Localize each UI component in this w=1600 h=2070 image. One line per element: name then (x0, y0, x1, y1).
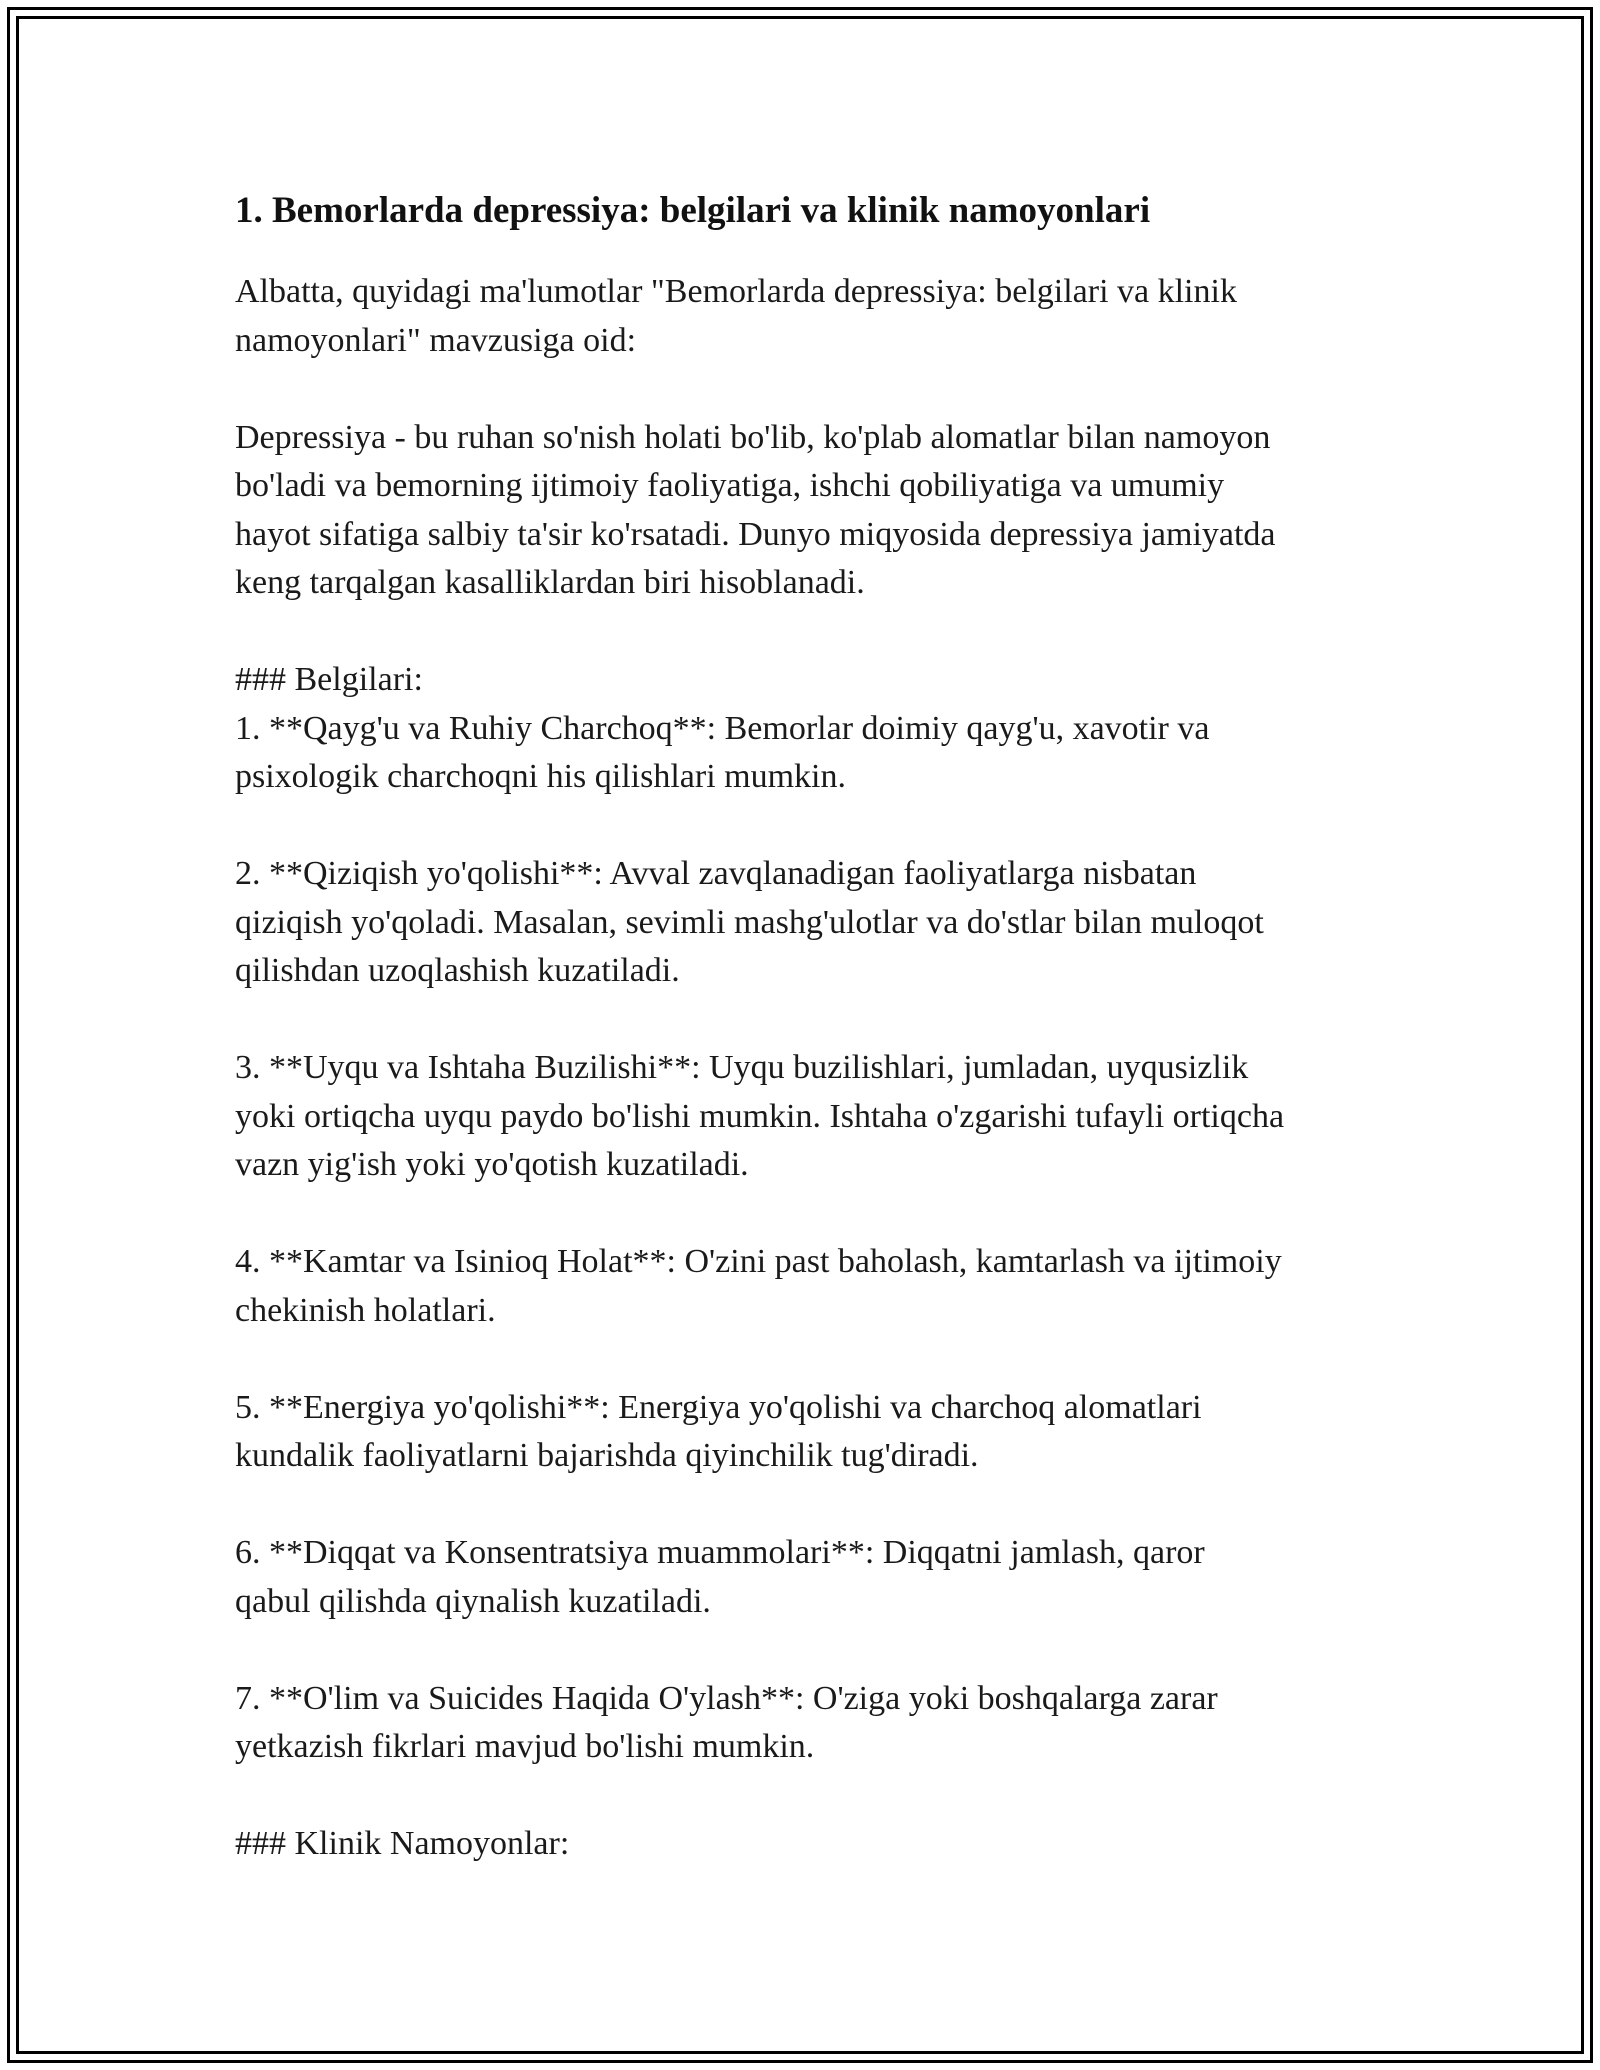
paragraph-gap (235, 608, 1375, 657)
paragraph-gap (235, 1626, 1375, 1675)
document-title: 1. Bemorlarda depressiya: belgilari va klinik namoyonlari (235, 190, 1151, 231)
symptom-item-5: 5. **Energiya yo'qolishi**: Energiya yo'qolishi va charchoq alomatlari kundalik faoliyatlarni bajarishda qiyinchilik tug'diradi. (235, 1388, 1202, 1474)
paragraph-gap (235, 1772, 1375, 1821)
symptoms-heading: ### Belgilari: (235, 661, 423, 698)
clinical-heading: ### Klinik Namoyonlar: (235, 1825, 570, 1862)
symptom-item-4: 4. **Kamtar va Isinioq Holat**: O'zini past baholash, kamtarlash va ijtimoiy chekinish holatlari. (235, 1243, 1282, 1329)
paragraph-gap (235, 1335, 1375, 1384)
paragraph-gap (235, 802, 1375, 851)
symptom-item-6: 6. **Diqqat va Konsentratsiya muammolari**: Diqqatni jamlash, qaror qabul qilishda qiynalish kuzatiladi. (235, 1534, 1205, 1620)
document-body (235, 186, 1375, 1869)
paragraph-gap (235, 996, 1375, 1045)
symptom-item-7: 7. **O'lim va Suicides Haqida O'ylash**: O'ziga yoki boshqalarga zarar yetkazish fikrlari mavjud bo'lishi mumkin. (235, 1679, 1218, 1765)
symptom-item-1: 1. **Qayg'u va Ruhiy Charchoq**: Bemorlar doimiy qayg'u, xavotir va psixologik charchoqni his qilishlari mumkin. (235, 709, 1210, 795)
symptom-item-3: 3. **Uyqu va Ishtaha Buzilishi**: Uyqu buzilishlari, jumladan, uyqusizlik yoki ortiqcha uyqu paydo bo'lishi mumkin. Ishtaha o'zgarishi tufayli ortiqcha vazn yig'ish yoki yo'qotish kuzatiladi. (235, 1049, 1285, 1183)
symptom-item-2: 2. **Qiziqish yo'qolishi**: Avval zavqlanadigan faoliyatlarga nisbatan qiziqish yo'qoladi. Masalan, sevimli mashg'ulotlar va do'stlar bilan muloqot qilishdan uzoqlashish kuzatiladi. (235, 855, 1264, 989)
intro-paragraph: Albatta, quyidagi ma'lumotlar "Bemorlarda depressiya: belgilari va klinik namoyonlari" mavzusiga oid: (235, 273, 1237, 359)
paragraph-gap (235, 1190, 1375, 1239)
paragraph-gap (235, 1481, 1375, 1530)
definition-paragraph: Depressiya - bu ruhan so'nish holati bo'lib, ko'plab alomatlar bilan namoyon bo'ladi va bemorning ijtimoiy faoliyatiga, ishchi qobiliyatiga va umumiy hayot sifatiga salbiy ta'sir ko'rsatadi. Dunyo miqyosida depressiya jamiyatda keng tarqalgan kasalliklardan biri hisoblanadi. (235, 418, 1276, 601)
paragraph-gap (235, 365, 1375, 414)
